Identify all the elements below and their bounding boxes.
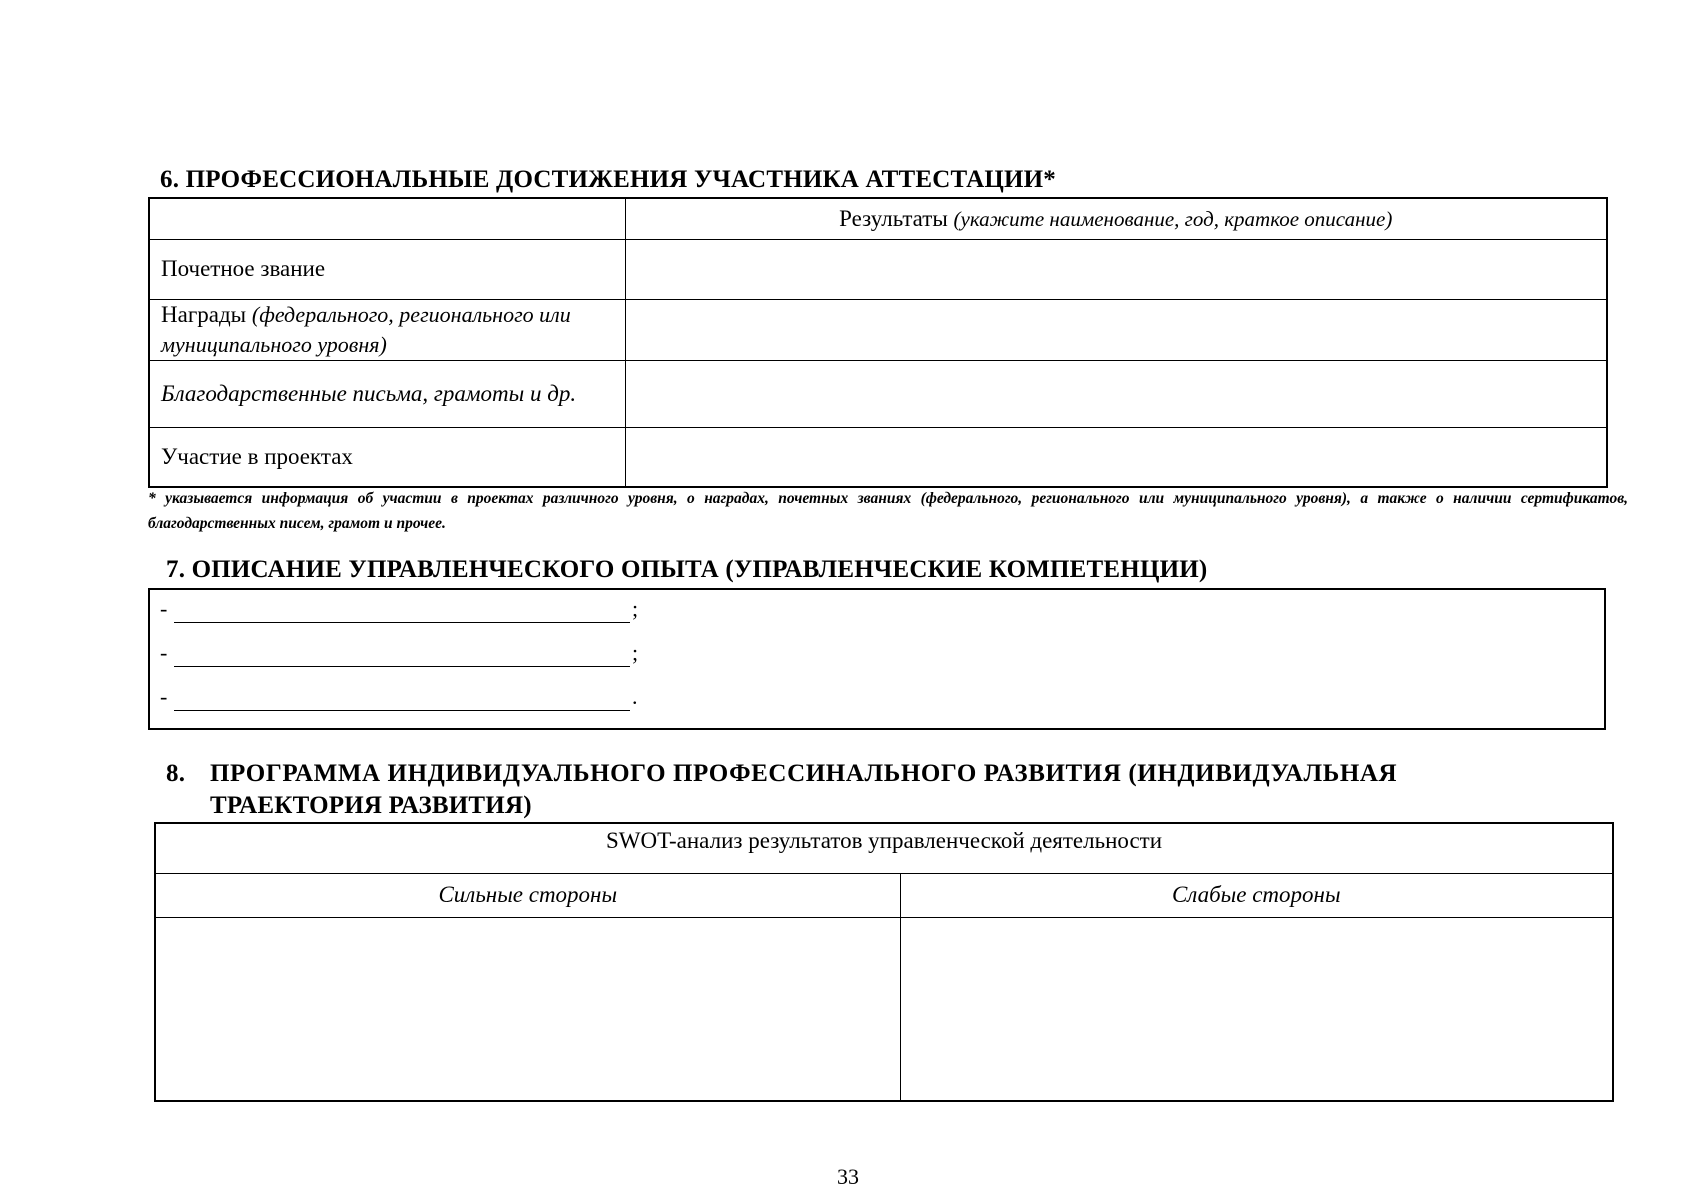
row-label: Награды [161,301,252,327]
strengths-header [155,873,900,917]
row-label: Почетное звание [161,256,326,281]
achievements-header-results [625,198,1607,239]
line-end: ; [632,596,639,621]
weaknesses-header [900,873,1613,917]
section-8-number: 8. [166,760,186,787]
line-dash: - [160,640,168,665]
row-hint: Благодарственные письма, грамоты и др. [161,380,577,406]
row-honorary-title-value[interactable] [625,239,1607,299]
weaknesses-content[interactable] [900,917,1613,1101]
strengths-label: Сильные стороны [438,882,618,907]
line-end: . [632,684,638,709]
row-awards-value[interactable] [625,299,1607,360]
competencies-box [148,588,1606,730]
row-letters-value[interactable] [625,360,1607,427]
swot-table [154,822,1614,1102]
row-projects [149,427,625,487]
row-projects-value[interactable] [625,427,1607,487]
line-dash: - [160,684,168,709]
results-hint: (укажите наименование, год, краткое описание) [953,206,1393,231]
strengths-content[interactable] [155,917,900,1101]
achievements-table [148,197,1608,488]
swot-title-text: SWOT-анализ результатов управленческой деятельности [605,828,1163,853]
blank-line [174,666,630,667]
line-end: ; [632,640,639,665]
section-6-title: 6. ПРОФЕССИОНАЛЬНЫЕ ДОСТИЖЕНИЯ УЧАСТНИКА АТТЕСТАЦИИ* [160,166,1056,193]
line-dash: - [160,596,168,621]
footnote: * указывается информация об участии в проектах различного уровня, о наградах, почетных званиях (федерального, регионального или муниципального уровня), а также о наличии сертификатов, благодарственных писем, грамот и прочее. [148,490,1628,532]
section-7-title: 7. ОПИСАНИЕ УПРАВЛЕНЧЕСКОГО ОПЫТА (УПРАВЛЕНЧЕСКИЕ КОМПЕТЕНЦИИ) [166,556,1208,583]
results-label: Результаты [839,205,948,231]
section-8-title-line2: ТРАЕКТОРИЯ РАЗВИТИЯ) [210,792,532,819]
row-hint: (федерального, регионального или муниципального уровня) [161,301,571,357]
page-number: 33 [837,1164,859,1189]
weaknesses-label: Слабые стороны [1171,882,1341,907]
row-label: Участие в проектах [161,443,353,469]
row-letters [149,360,625,427]
achievements-header-empty [149,198,625,239]
section-8-title-line1: ПРОГРАММА ИНДИВИДУАЛЬНОГО ПРОФЕССИНАЛЬНОГО РАЗВИТИЯ (ИНДИВИДУАЛЬНАЯ [210,760,1398,787]
swot-title [155,823,1613,873]
row-honorary-title [149,239,625,299]
blank-line [174,622,630,623]
blank-line [174,710,630,711]
row-awards [149,299,625,360]
